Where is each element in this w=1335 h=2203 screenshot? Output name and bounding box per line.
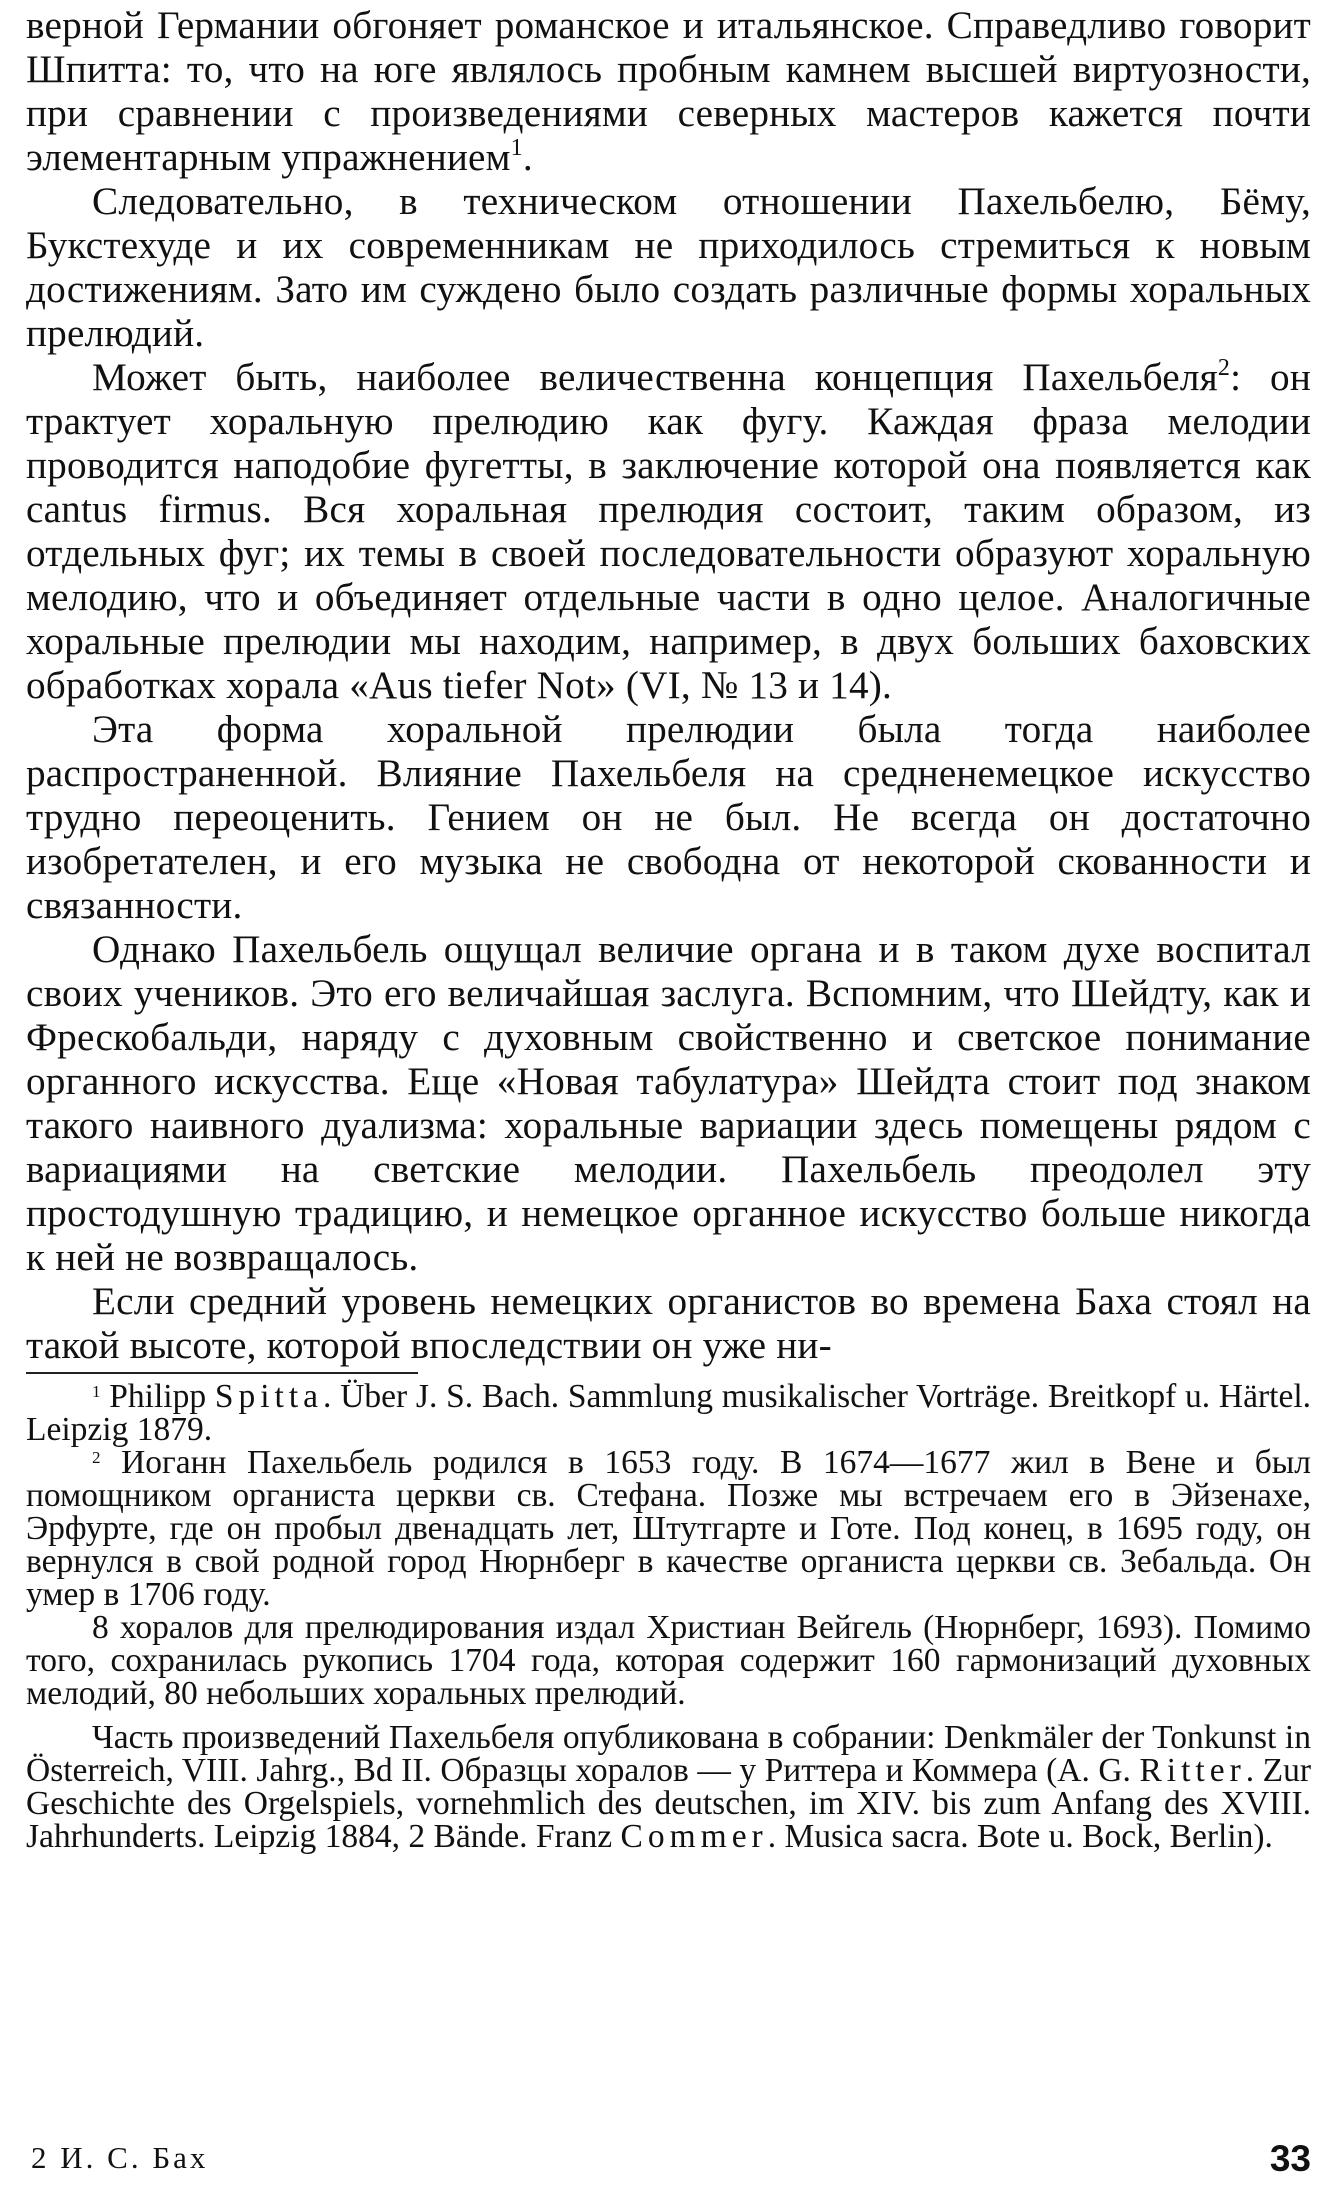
footnote-2-continued: 8 хоралов для прелюдирования издал Христиан Вейгель (Нюрнберг, 1693). Помимо того, сохранилась рукопись 1704 года, которая содержит 160 гармонизаций духовных мелодий, 80 небольших хоральных прелюдий. <box>26 1609 1311 1712</box>
paragraph-2: Следовательно, в техническом отношении Пахельбелю, Бёму, Букстехуде и их современникам не приходилось стремиться к новым достижениям. Зато им суждено было создать различные формы хоральных прелюдий. <box>26 180 1311 355</box>
footnote-ref-2[interactable]: 2 <box>1217 355 1231 381</box>
footnote-2: $^2$ Иоганн Пахельбель родился в 1653 году. В 1674—1677 жил в Вене и был помощником органиста церкви св. Стефана. Позже мы встречаем его в Эйзенахе, Эрфурте, где он пробыл двенадцать лет, Штутгарте и Готе. Под конец, в 1695 году, он вернулся в свой родной город Нюрнберг в качестве органиста церкви св. Зебальда. Он умер в 1706 году. <box>26 1444 1311 1613</box>
footnote-2-publications: Часть произведений Пахельбеля опубликована в собрании: Denkmäler der Tonkunst in Österreich, VIII. Jahrg., Bd II. Образцы хоралов — у Риттера и Коммера (A. G. Ritter. Zur Geschichte des Orgelspiels, vornehmlich des deutschen, im XIV. bis zum Anfang des XVIII. Jahrhunderts. Leipzig 1884, 2 Bände. Franz Commer. Musica sacra. Bote u. Bock, Berlin). <box>26 1719 1311 1855</box>
paragraph-5: Однако Пахельбель ощущал величие органа и в таком духе воспитал своих учеников. Это его величайшая заслуга. Вспомним, что Шейдту, как и Фрескобальди, наряду с духовным свойственно и светское понимание органного искусства. Еще «Новая табулатура» Шейдта стоит под знаком такого наивного дуализма: хоральные вариации здесь помещены рядом с вариациями на светские мелодии. Пахельбель преодолел эту простодушную традицию, и немецкое органное искусство больше никогда к ней не возвращалось. <box>26 928 1311 1279</box>
page-footer <box>26 2140 1311 2188</box>
main-text <box>26 4 1311 1368</box>
author-ritter: Ritter <box>1139 1752 1246 1789</box>
footnote-divider <box>26 1372 418 1374</box>
book-page <box>26 4 1311 1853</box>
footnotes <box>26 1380 1311 1853</box>
paragraph-1: верной Германии обгоняет романское и итальянское. Справедливо говорит Шпитта: то, что на юге являлось пробным камнем высшей виртуозности, при сравнении с произведениями северных мастеров кажется почти элементарным упражнением$^1$. <box>26 4 1311 179</box>
printer-signature: 2 И. С. Бах <box>31 2140 209 2175</box>
page-number: 33 <box>1269 2138 1311 2179</box>
paragraph-6: Если средний уровень немецких органистов во времена Баха стоял на такой высоте, которой впоследствии он уже ни- <box>26 1280 1311 1367</box>
footnote-1: $^1$ Philipp Spitta. Über J. S. Bach. Sammlung musikalischer Vorträge. Breitkopf u. Härtel. Leipzig 1879. <box>26 1378 1312 1448</box>
author-commer: Commer <box>620 1818 768 1855</box>
paragraph-3: Может быть, наиболее величественна концепция Пахельбеля$^2$: он трактует хоральную прелюдию как фугу. Каждая фраза мелодии проводится наподобие фугетты, в заключение которой она появляется как cantus firmus. Вся хоральная прелюдия состоит, таким образом, из отдельных фуг; их темы в своей последовательности образуют хоральную мелодию, что и объединяет отдельные части в одно целое. Аналогичные хоральные прелюдии мы находим, например, в двух больших баховских обработках хорала «Aus tiefer Not» (VI, № 13 и 14). <box>26 355 1311 707</box>
author-spitta: Spitta <box>214 1378 324 1415</box>
footnote-ref-1[interactable]: 1 <box>510 135 523 161</box>
paragraph-4: Эта форма хоральной прелюдии была тогда наиболее распространенной. Влияние Пахельбеля на средненемецкое искусство трудно переоценить. Гением он не был. Не всегда он достаточно изобретателен, и его музыка не свободна от некоторой скованности и связанности. <box>26 708 1311 927</box>
